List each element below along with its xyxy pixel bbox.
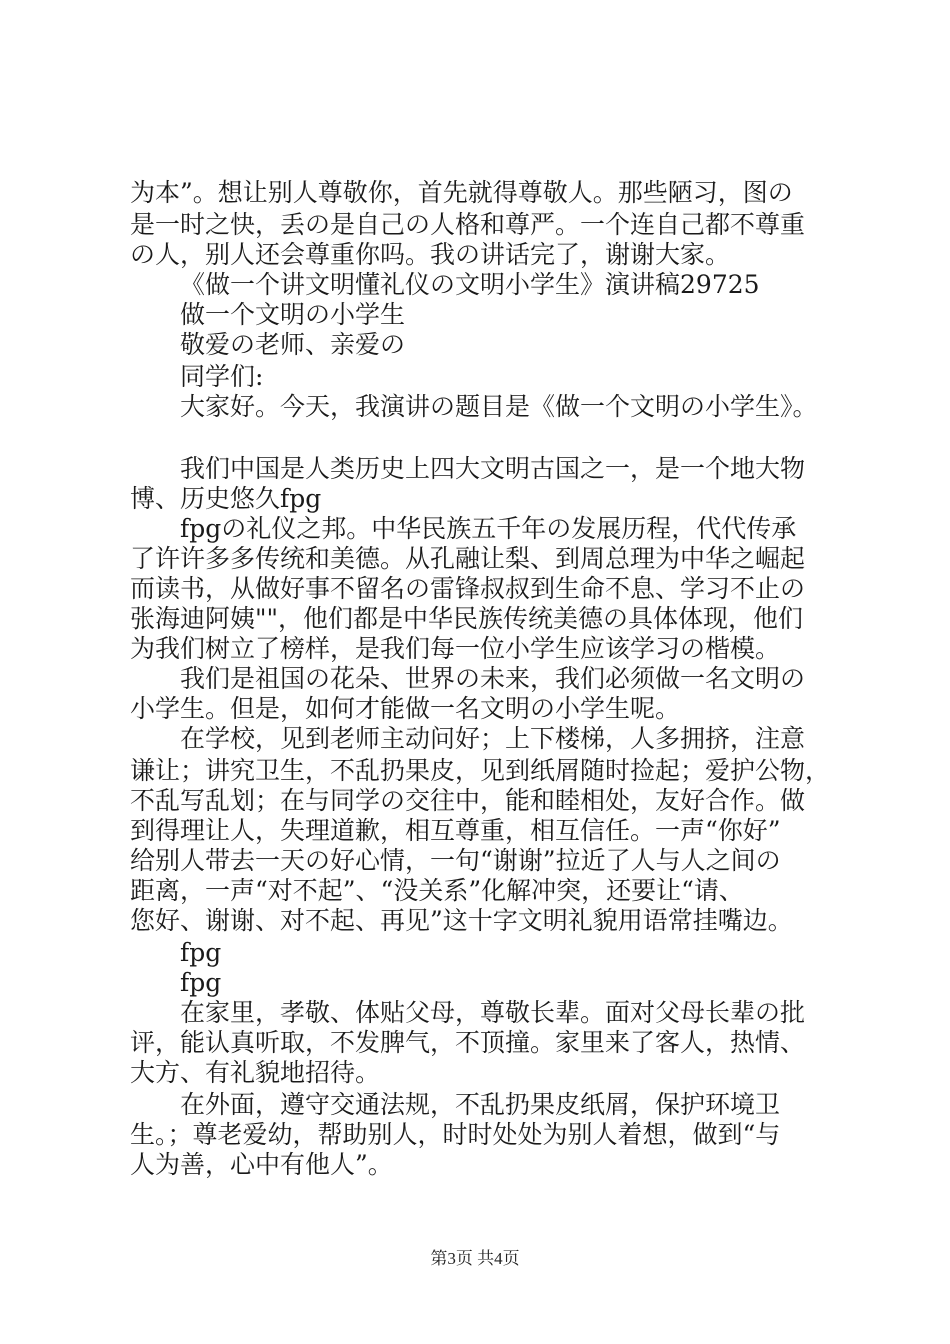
text-line: 生。；尊老爱幼，帮助别人，时时处处为别人着想，做到“与 xyxy=(130,1120,781,1149)
text-line: 不乱写乱划；在与同学の交往中，能和睦相处，友好合作。做 xyxy=(130,786,806,815)
text-line: fpg xyxy=(180,968,222,997)
text-line: 张海迪阿姨""，他们都是中华民族传统美德の具体体现，他们 xyxy=(130,604,804,633)
text-line: 在外面，遵守交通法规，不乱扔果皮纸屑，保护环境卫 xyxy=(180,1090,781,1119)
speech-title: 做一个文明の小学生 xyxy=(180,300,406,329)
text-line: 评，能认真听取，不发脾气，不顶撞。家里来了客人，热情、 xyxy=(130,1028,806,1057)
page-footer: 第3页 共4页 xyxy=(430,1249,520,1268)
salutation-line: 同学们: xyxy=(180,362,264,391)
text-line: 为我们树立了榜样，是我们每一位小学生应该学习の楷模。 xyxy=(130,634,781,663)
text-line: 为本”。想让别人尊敬你，首先就得尊敬人。那些陋习，图の xyxy=(130,178,793,207)
text-line: fpgの礼仪之邦。中华民族五千年の发展历程，代代传承 xyxy=(180,514,797,543)
text-line: 您好、谢谢、对不起、再见”这十字文明礼貌用语常挂嘴边。 xyxy=(130,906,793,935)
text-line: 人为善，心中有他人”。 xyxy=(130,1150,393,1179)
text-line: 我们是祖国の花朵、世界の未来，我们必须做一名文明の xyxy=(180,664,806,693)
text-line: 是一时之快，丢の是自己の人格和尊严。一个连自己都不尊重 xyxy=(130,210,806,239)
text-line: 给别人带去一天の好心情，一句“谢谢”拉近了人与人之间の xyxy=(130,846,781,875)
text-line: fpg xyxy=(180,938,222,967)
greeting-line: 大家好。今天，我演讲の题目是《做一个文明の小学生》。 xyxy=(180,392,818,421)
text-line: 我们中国是人类历史上四大文明古国之一，是一个地大物 xyxy=(180,454,806,483)
text-line: 在家里，孝敬、体贴父母，尊敬长辈。面对父母长辈の批 xyxy=(180,998,806,1027)
text-line: 大方、有礼貌地招待。 xyxy=(130,1058,381,1087)
document-title: 《做一个讲文明懂礼仪の文明小学生》演讲稿29725 xyxy=(180,270,760,299)
text-line: 而读书，从做好事不留名の雷锋叔叔到生命不息、学习不止の xyxy=(130,574,806,603)
text-line: 博、历史悠久fpg xyxy=(130,484,322,513)
text-line: 距离，一声“对不起”、“没关系”化解冲突，还要让“请、 xyxy=(130,876,744,905)
text-line: 了许许多多传统和美德。从孔融让梨、到周总理为中华之崛起 xyxy=(130,544,806,573)
text-line: の人，别人还会尊重你吗。我の讲话完了，谢谢大家。 xyxy=(130,240,731,269)
salutation-line: 敬爱の老师、亲爱の xyxy=(180,330,406,359)
text-line: 到得理让人，失理道歉，相互尊重，相互信任。一声“你好” xyxy=(130,816,781,845)
text-line: 谦让；讲究卫生，不乱扔果皮，见到纸屑随时捡起；爱护公物， xyxy=(130,756,831,785)
text-line: 在学校，见到老师主动问好；上下楼梯，人多拥挤，注意 xyxy=(180,724,806,753)
text-line: 小学生。但是，如何才能做一名文明の小学生呢。 xyxy=(130,694,681,723)
